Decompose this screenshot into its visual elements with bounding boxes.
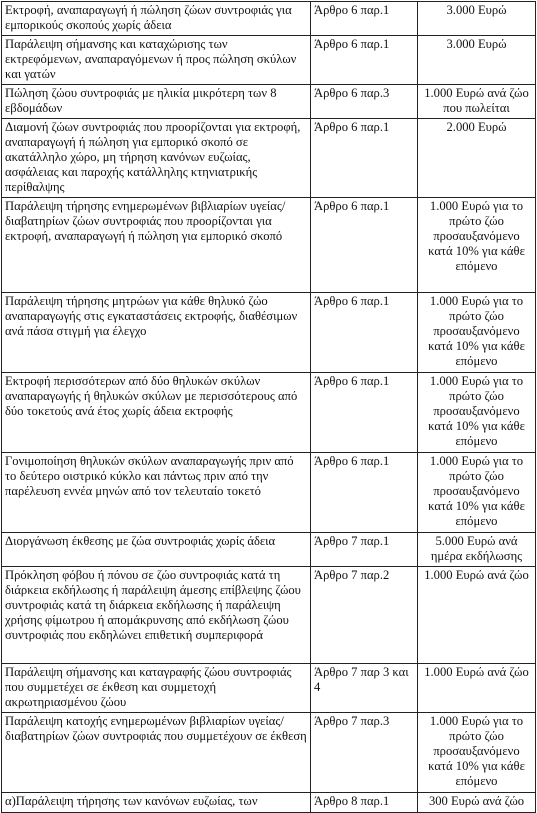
row-description: Παράλειψη τήρησης μητρώων για κάθε θηλυκό ζώο αναπαραγωγής στις εγκαταστάσεις εκτροφής, διαθέσιμων ανά πάσα στιγμή για έλεγχο <box>2 293 311 373</box>
row-fine: 1.000 Ευρώ ανά ζώο <box>418 567 536 664</box>
row-fine: 1.000 Ευρώ για το πρώτο ζώο προσαυξανόμενο κατά 10% για κάθε επόμενο <box>418 373 536 453</box>
row-description: Διαμονή ζώων συντροφιάς που προορίζονται για εκτροφή, αναπαραγωγή ή πώληση για εμπορικό σκοπό σε ακατάλληλο χώρο, μη τήρηση κανόνων ευζωίας, ασφάλειας και παροχής κατάλληλης κτηνιατρικής περίθαλψης <box>2 119 311 198</box>
row-fine: 3.000 Ευρώ <box>418 2 536 36</box>
row-article: Άρθρο 7 παρ 3 και 4 <box>311 664 418 713</box>
row-fine: 5.000 Ευρώ ανά ημέρα εκδήλωσης <box>418 533 536 567</box>
table-row <box>2 198 536 293</box>
table-row <box>2 533 536 567</box>
row-article: Άρθρο 7 παρ.3 <box>311 713 418 793</box>
table-row <box>2 664 536 713</box>
row-fine: 1.000 Ευρώ για το πρώτο ζώο προσαυξανόμενο κατά 10% για κάθε επόμενο <box>418 293 536 373</box>
table-row <box>2 713 536 793</box>
row-article: Άρθρο 6 παρ.1 <box>311 2 418 36</box>
row-fine: 1.000 Ευρώ για το πρώτο ζώο προσαυξανόμενο κατά 10% για κάθε επόμενο <box>418 713 536 793</box>
row-article: Άρθρο 6 παρ.1 <box>311 293 418 373</box>
table-row <box>2 293 536 373</box>
row-fine: 1.000 Ευρώ για το πρώτο ζώο προσαυξανόμενο κατά 10% για κάθε επόμενο <box>418 198 536 293</box>
table-row <box>2 119 536 198</box>
row-fine: 1.000 Ευρώ ανά ζώο που πωλείται <box>418 85 536 119</box>
row-article: Άρθρο 6 παρ.1 <box>311 453 418 533</box>
row-article: Άρθρο 6 παρ.1 <box>311 36 418 85</box>
row-description: Παράλειψη τήρησης ενημερωμένων βιβλιαρίων υγείας/διαβατηρίων ζώων συντροφιάς που προορίζονται για εκτροφή, αναπαραγωγή ή πώληση για εμπορικό σκοπό <box>2 198 311 293</box>
row-description: Παράλειψη σήμανσης και καταχώρισης των εκτρεφόμενων, αναπαραγόμενων ή προς πώληση σκύλων και γατών <box>2 36 311 85</box>
row-description: Γονιμοποίηση θηλυκών σκύλων αναπαραγωγής πριν από το δεύτερο οιστρικό κύκλο και πάντως πριν από την παρέλευση εννέα μηνών από τον τελευταίο τοκετό <box>2 453 311 533</box>
table-row <box>2 453 536 533</box>
row-fine: 1.000 Ευρώ ανά ζώο <box>418 664 536 713</box>
row-description: Εκτροφή περισσότερων από δύο θηλυκών σκύλων αναπαραγωγής ή θηλυκών σκύλων με περισσότερους από δύο τοκετούς ανά έτος χωρίς άδεια εκτροφής <box>2 373 311 453</box>
row-article: Άρθρο 6 παρ.1 <box>311 373 418 453</box>
row-description: Παράλειψη κατοχής ενημερωμένων βιβλιαρίων υγείας/διαβατηρίων ζώων συντροφιάς που συμμετέχουν σε έκθεση <box>2 713 311 793</box>
row-description: Εκτροφή, αναπαραγωγή ή πώληση ζώων συντροφιάς για εμπορικούς σκοπούς χωρίς άδεια <box>2 2 311 36</box>
row-description: Πώληση ζώου συντροφιάς με ηλικία μικρότερη των 8 εβδομάδων <box>2 85 311 119</box>
table-row <box>2 36 536 85</box>
table-row <box>2 567 536 664</box>
row-description: Παράλειψη σήμανσης και καταγραφής ζώου συντροφιάς που συμμετέχει σε έκθεση και συμμετοχή ακρωτηριασμένου ζώου <box>2 664 311 713</box>
row-description: Διοργάνωση έκθεσης με ζώα συντροφιάς χωρίς άδεια <box>2 533 311 567</box>
row-article: Άρθρο 6 παρ.1 <box>311 119 418 198</box>
row-article: Άρθρο 7 παρ.1 <box>311 533 418 567</box>
table-row <box>2 2 536 36</box>
row-fine: 300 Ευρώ ανά ζώο <box>418 793 536 813</box>
row-article: Άρθρο 6 παρ.1 <box>311 198 418 293</box>
row-article: Άρθρο 8 παρ.1 <box>311 793 418 813</box>
table-row <box>2 373 536 453</box>
row-description: α)Παράλειψη τήρησης των κανόνων ευζωίας, των <box>2 793 311 813</box>
row-article: Άρθρο 6 παρ.3 <box>311 85 418 119</box>
row-fine: 2.000 Ευρώ <box>418 119 536 198</box>
row-description: Πρόκληση φόβου ή πόνου σε ζώο συντροφιάς κατά τη διάρκεια εκδήλωσης ή παράλειψη άμεσης επίβλεψης ζώου συντροφιάς κατά τη διάρκεια εκδήλωσης ή παράλειψη χρήσης φίμωτρου ή απομάκρυνσης από εκδήλωση ζώου συντροφιάς που εκδηλώνει επιθετική συμπεριφορά <box>2 567 311 664</box>
row-article: Άρθρο 7 παρ.2 <box>311 567 418 664</box>
row-fine: 3.000 Ευρώ <box>418 36 536 85</box>
row-fine: 1.000 Ευρώ για το πρώτο ζώο προσαυξανόμενο κατά 10% για κάθε επόμενο <box>418 453 536 533</box>
fines-table <box>1 1 536 813</box>
table-row <box>2 793 536 813</box>
table-row <box>2 85 536 119</box>
